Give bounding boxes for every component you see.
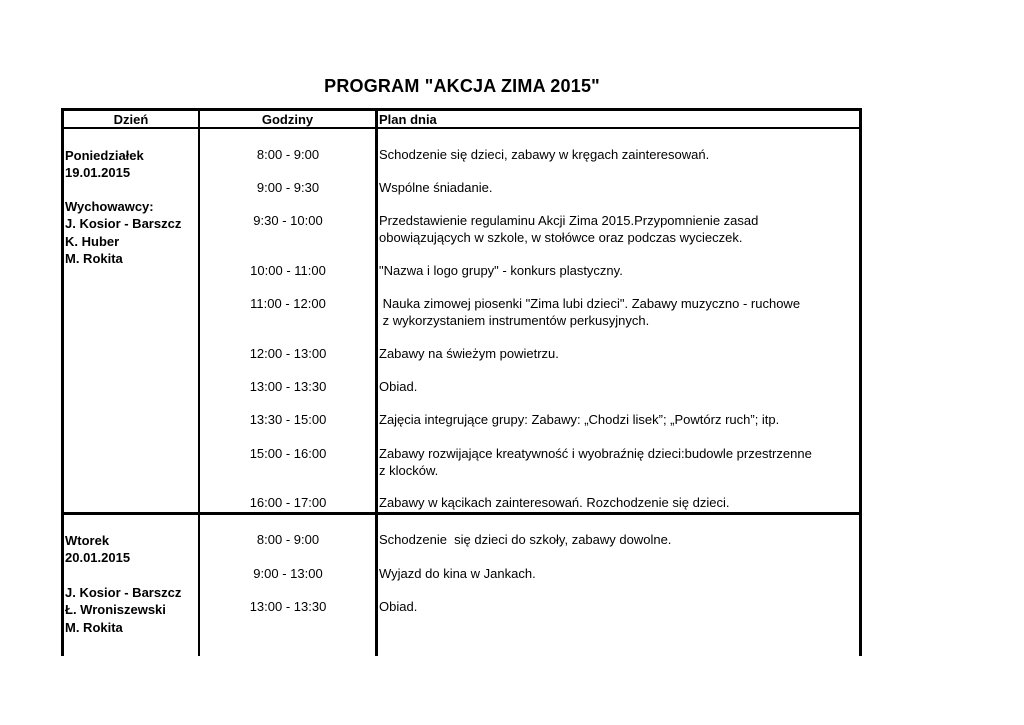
plan-text: z klocków. [379,463,439,478]
caretaker-name: K. Huber [65,234,120,249]
plan-text: Zabawy na świeżym powietrzu. [379,346,559,361]
table-top-border [61,108,862,111]
caretaker-name: M. Rokita [65,620,123,635]
plan-text: Zajęcia integrujące grupy: Zabawy: „Chodzi lisek”; „Powtórz ruch”; itp. [379,412,780,427]
caretaker-name: J. Kosior - Barszcz [65,585,182,600]
time-slot: 13:30 - 15:00 [249,412,327,427]
column-divider-2 [375,108,378,656]
time-slot: 9:30 - 10:00 [253,213,323,228]
time-slot: 13:00 - 13:30 [249,379,327,394]
day-date: 19.01.2015 [65,165,131,180]
header-hours: Godziny [261,112,314,127]
day-date: 20.01.2015 [65,550,131,565]
time-slot: 10:00 - 11:00 [250,263,326,278]
plan-text: z wykorzystaniem instrumentów perkusyjnych. [379,313,650,328]
column-divider-1 [198,108,200,656]
day-name: Poniedziałek [65,148,144,163]
time-slot: 15:00 - 16:00 [249,446,327,461]
caretakers-label: Wychowawcy: [65,199,154,214]
time-slot: 11:00 - 12:00 [250,296,326,311]
time-slot: 13:00 - 13:30 [249,599,327,614]
table-left-border [61,108,64,656]
caretaker-name: J. Kosior - Barszcz [65,216,182,231]
header-plan: Plan dnia [379,112,437,127]
plan-text: Schodzenie się dzieci, zabawy w kręgach zainteresowań. [379,147,710,162]
time-slot: 12:00 - 13:00 [249,346,327,361]
day-separator [61,512,862,515]
plan-text: "Nazwa i logo grupy" - konkurs plastyczny. [379,263,623,278]
plan-text: Zabawy rozwijające kreatywność i wyobraźnię dzieci:budowle przestrzenne [379,446,812,461]
plan-text: Nauka zimowej piosenki "Zima lubi dzieci". Zabawy muzyczno - ruchowe [379,296,801,311]
plan-text: Wspólne śniadanie. [379,180,493,195]
plan-text: Schodzenie się dzieci do szkoły, zabawy dowolne. [379,532,672,547]
plan-text: Przedstawienie regulaminu Akcji Zima 2015.Przypomnienie zasad [379,213,759,228]
plan-text: Obiad. [379,599,418,614]
caretaker-name: Ł. Wroniszewski [65,602,166,617]
table-right-border [859,108,862,656]
time-slot: 9:00 - 9:30 [256,180,320,195]
plan-text: Zabawy w kącikach zainteresowań. Rozchodzenie się dzieci. [379,495,730,510]
time-slot: 9:00 - 13:00 [253,566,323,581]
page-title: PROGRAM "AKCJA ZIMA 2015" [324,76,600,96]
plan-text: Obiad. [379,379,418,394]
day-name: Wtorek [65,533,110,548]
plan-text: Wyjazd do kina w Jankach. [379,566,536,581]
time-slot: 8:00 - 9:00 [256,532,320,547]
header-bottom-border [61,127,862,129]
caretaker-name: M. Rokita [65,251,123,266]
time-slot: 16:00 - 17:00 [249,495,327,510]
plan-text: obowiązujących w szkole, w stołówce oraz podczas wycieczek. [379,230,743,245]
time-slot: 8:00 - 9:00 [256,147,320,162]
header-day: Dzień [113,112,149,127]
